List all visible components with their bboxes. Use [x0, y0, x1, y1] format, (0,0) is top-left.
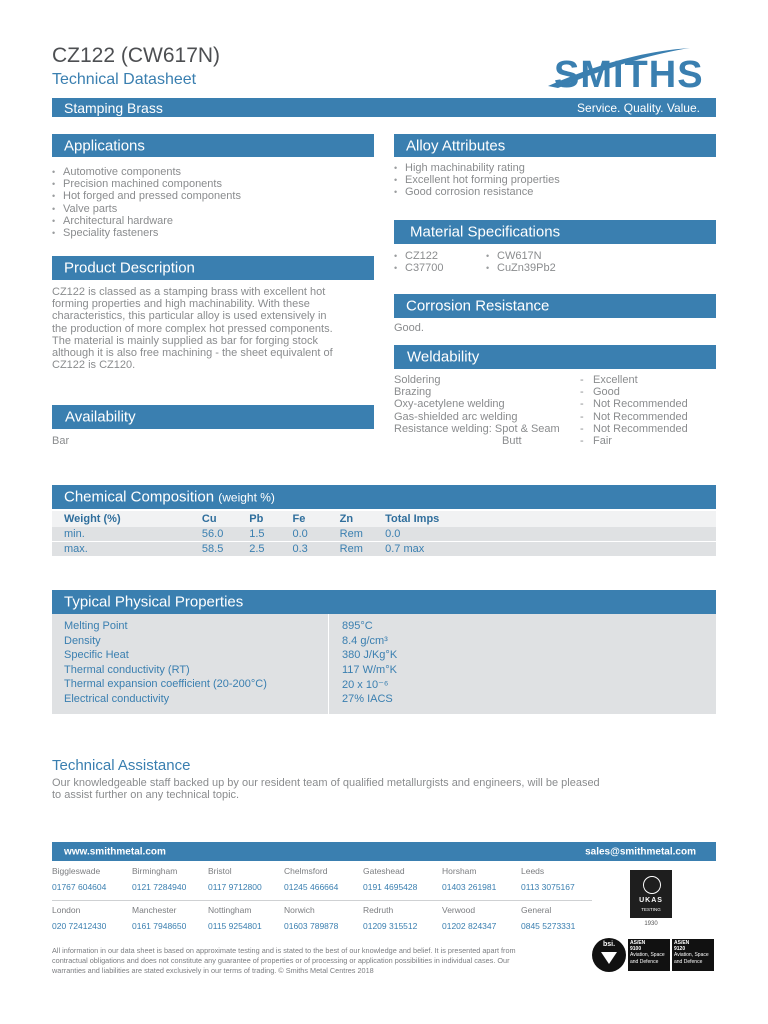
chemical-cell: max. [52, 542, 202, 557]
ukas-badge [628, 870, 674, 932]
weldability-row [394, 386, 716, 398]
application-item: • Valve parts [52, 203, 241, 215]
weld-rating: Not Recommended [593, 422, 688, 435]
physical-row [64, 692, 397, 707]
weld-method: Butt [502, 434, 522, 447]
application-item: • Architectural hardware [52, 215, 241, 227]
header-band-left: Stamping Brass [64, 99, 163, 116]
physical-row [64, 648, 397, 663]
weld-method: Oxy-acetylene welding [394, 398, 505, 411]
availability-heading [52, 405, 374, 429]
weldability-heading [394, 345, 716, 369]
product-description-line: CZ122 is CZ120. [52, 359, 136, 372]
product-description-line: although it is also free machining - the sheet equivalent of [52, 347, 333, 360]
chemical-heading [52, 485, 716, 509]
tech-assistance-heading: Technical Assistance [52, 757, 191, 774]
footer-email-link[interactable]: sales@smithmetal.com [585, 846, 696, 857]
office-phone: 01209 315512 [363, 921, 418, 931]
page-title: CZ122 (CW617N) [52, 44, 221, 67]
chemical-column-header: Weight (%) [52, 511, 202, 527]
corrosion-heading [394, 294, 716, 318]
footer-website-link[interactable]: www.smithmetal.com [64, 846, 166, 857]
physical-property: Thermal expansion coefficient (20-200°C) [64, 678, 267, 691]
application-item: • Hot forged and pressed components [52, 190, 241, 202]
office-city: Gateshead [363, 866, 405, 876]
product-description-line: forming properties and high machinability. With these [52, 298, 310, 311]
header-band-right: Service. Quality. Value. [577, 100, 700, 115]
chemical-heading-suffix: (weight %) [218, 490, 275, 505]
office-city: Birmingham [132, 866, 178, 876]
chemical-heading-text [64, 489, 275, 506]
smiths-logo [540, 42, 718, 94]
physical-row [64, 634, 397, 649]
weld-dash: - [580, 422, 584, 435]
weldability-heading-text: Weldability [407, 348, 480, 366]
weld-method: Soldering [394, 374, 441, 386]
weldability-row [394, 411, 716, 423]
chemical-cell: min. [52, 527, 202, 542]
physical-property: Specific Heat [64, 649, 129, 662]
office-phone: 01603 789878 [284, 921, 339, 931]
logo-wordmark: SMITHS [554, 54, 704, 94]
chemical-cell: 0.3 [293, 542, 340, 557]
physical-property: Density [64, 634, 101, 647]
office-phone: 0845 5273331 [521, 921, 576, 931]
product-description-heading [52, 256, 374, 280]
office-city: Nottingham [208, 905, 252, 915]
chemical-column-header: Total Imps [385, 511, 716, 527]
header-band [52, 98, 716, 117]
office-phone: 01202 824347 [442, 921, 497, 931]
weld-method: Gas-shielded arc welding [394, 410, 518, 423]
office-phone: 0161 7948650 [132, 921, 187, 931]
chemical-cell: 2.5 [249, 542, 292, 557]
applications-heading [52, 134, 374, 157]
office-city: Bristol [208, 866, 232, 876]
product-description-line: characteristics, this particular alloy is used extensively in [52, 310, 327, 323]
physical-property: Electrical conductivity [64, 692, 170, 705]
availability-text: Bar [52, 435, 70, 447]
material-spec-item: • C37700 [394, 262, 444, 274]
weld-rating: Not Recommended [593, 398, 688, 411]
bsi-cert-9120 [672, 939, 714, 971]
corrosion-heading-text: Corrosion Resistance [406, 297, 550, 315]
material-spec-item: • CZ122 [394, 250, 444, 262]
weldability-row [394, 398, 716, 410]
alloy-attribute-item: • Excellent hot forming properties [394, 174, 560, 186]
office-phone: 01245 466664 [284, 882, 339, 892]
tech-assistance-line: to assist further on any technical topic. [52, 789, 240, 802]
chemical-column-header: Zn [340, 511, 385, 527]
office-phone: 0121 7284940 [132, 882, 187, 892]
weld-method: Resistance welding: Spot & Seam [394, 422, 560, 435]
physical-row [64, 677, 397, 692]
application-item: • Precision machined components [52, 178, 241, 190]
alloy-attributes-heading-text: Alloy Attributes [406, 137, 506, 154]
product-description-line: CZ122 is classed as a stamping brass with excellent hot [52, 286, 326, 298]
chemical-table [52, 511, 716, 556]
bsi-cert-line: 9100 [630, 946, 642, 953]
material-specs-col1 [394, 250, 444, 274]
office-city: London [52, 905, 81, 915]
alloy-attributes-list [394, 162, 560, 199]
ukas-crown-icon [630, 870, 672, 918]
weldability-row [394, 435, 716, 447]
chemical-column-header: Fe [293, 511, 340, 527]
weld-rating: Fair [593, 434, 612, 447]
office-city: Verwood [442, 905, 476, 915]
product-description-text [52, 286, 333, 371]
physical-row [64, 619, 397, 634]
ukas-label: UKAS [639, 897, 663, 904]
physical-heading-text: Typical Physical Properties [64, 593, 244, 611]
physical-property: Melting Point [64, 620, 128, 633]
page-subtitle: Technical Datasheet [52, 71, 197, 88]
physical-value: 117 W/m°K [342, 663, 397, 676]
physical-table [64, 619, 397, 706]
weld-dash: - [580, 398, 584, 411]
availability-heading-text: Availability [65, 408, 136, 426]
application-item: • Speciality fasteners [52, 227, 241, 239]
weld-rating: Excellent [593, 374, 638, 386]
alloy-attributes-heading [394, 134, 716, 157]
office-city: Manchester [132, 905, 177, 915]
alloy-attribute-item: • High machinability rating [394, 162, 560, 174]
office-city: Norwich [284, 905, 315, 915]
office-phone: 020 72412430 [52, 921, 107, 931]
office-phone: 0115 9254801 [208, 921, 262, 931]
chemical-heading-main: Chemical Composition [64, 488, 215, 506]
bsi-badges [592, 938, 718, 974]
chemical-column-header: Cu [202, 511, 249, 527]
physical-value: 27% IACS [342, 692, 393, 705]
weld-rating: Good [593, 386, 620, 399]
physical-value: 8.4 g/cm³ [342, 634, 388, 647]
office-city: Leeds [521, 866, 545, 876]
weld-rating: Not Recommended [593, 410, 688, 423]
chemical-row [52, 527, 716, 542]
chemical-row [52, 542, 716, 557]
bsi-cert-line: 9120 [674, 946, 686, 953]
office-city: Biggleswade [52, 866, 101, 876]
chemical-cell: 1.5 [249, 527, 292, 542]
office-city: Horsham [442, 866, 477, 876]
application-item: • Automotive components [52, 166, 241, 178]
material-spec-item: • CW617N [486, 250, 556, 262]
material-spec-item: • CuZn39Pb2 [486, 262, 556, 274]
chemical-cell: 0.0 [293, 527, 340, 542]
disclaimer-text [52, 946, 516, 976]
weld-dash: - [580, 434, 584, 447]
physical-value: 895°C [342, 620, 373, 633]
bsi-cert-line: AS/EN [630, 940, 646, 946]
disclaimer-line: warranties and liabilities are stated exclusively in our terms of trading. © Smiths Metal Centres 2018 [52, 966, 374, 975]
applications-list [52, 166, 241, 239]
corrosion-text: Good. [394, 322, 424, 334]
chemical-cell: 0.7 max [385, 542, 716, 557]
office-city: Chelmsford [284, 866, 328, 876]
office-directory [52, 862, 592, 942]
physical-property: Thermal conductivity (RT) [64, 663, 190, 676]
office-phone: 01403 261981 [442, 882, 497, 892]
material-specs-heading [394, 220, 716, 244]
chemical-cell: 56.0 [202, 527, 249, 542]
weldability-row [394, 423, 716, 435]
office-city: Redruth [363, 905, 394, 915]
chemical-column-header: Pb [249, 511, 292, 527]
physical-row [64, 663, 397, 678]
alloy-attribute-item: • Good corrosion resistance [394, 186, 560, 198]
physical-heading [52, 590, 716, 614]
bsi-cert-9100 [628, 939, 670, 971]
office-divider [52, 900, 592, 901]
disclaimer-line: All information in our data sheet is based on approximate testing and is stated to the best of our knowledge and belief. It is presented apart from [52, 946, 516, 955]
office-phone: 0191 4695428 [363, 882, 418, 892]
bsi-logo-icon [592, 938, 626, 972]
weldability-row [394, 374, 716, 386]
bsi-cert-line: Aviation, Space [630, 952, 665, 959]
disclaimer-line: contractual obligations and does not constitute any guarantee of properties or of processing or application possibilities in individual cases. Our [52, 956, 510, 965]
product-description-line: the production of more complex hot pressed components. [52, 322, 333, 335]
chemical-header-row [52, 511, 716, 527]
physical-value: 20 x 10⁻⁶ [342, 678, 389, 691]
product-description-heading-text: Product Description [64, 259, 195, 277]
office-phone: 0117 9712800 [208, 882, 262, 892]
tech-assistance-line: Our knowledgeable staff backed up by our resident team of qualified metallurgists and engineers, will be pleased [52, 777, 600, 789]
physical-value: 380 J/Kg°K [342, 649, 398, 662]
ukas-number: 1930 [644, 921, 658, 927]
smiths-logo-mark [540, 42, 718, 94]
tech-assistance-text [52, 777, 600, 801]
chemical-cell: Rem [340, 542, 385, 557]
weld-method: Brazing [394, 386, 432, 399]
weld-dash: - [580, 374, 584, 386]
office-phone: 01767 604604 [52, 882, 107, 892]
chemical-cell: Rem [340, 527, 385, 542]
weld-dash: - [580, 386, 584, 399]
footer-band [52, 842, 716, 861]
bsi-cert-line: and Defence [674, 958, 703, 965]
chemical-cell: 58.5 [202, 542, 249, 557]
weld-dash: - [580, 410, 584, 423]
chemical-cell: 0.0 [385, 527, 716, 542]
office-city: General [521, 905, 552, 915]
weldability-table [394, 374, 716, 447]
bsi-cert-line: AS/EN [674, 940, 690, 946]
bsi-label: bsi. [602, 941, 616, 948]
material-specs-heading-text: Material Specifications [410, 223, 561, 241]
product-description-line: The material is mainly supplied as bar for forging stock [52, 334, 318, 347]
bsi-cert-line: Aviation, Space [674, 952, 709, 959]
ukas-sub: TESTING [641, 907, 661, 912]
bsi-cert-line: and Defence [630, 958, 659, 965]
applications-heading-text: Applications [64, 137, 145, 154]
material-specs-col2 [486, 250, 556, 274]
office-phone: 0113 3075167 [521, 882, 575, 892]
